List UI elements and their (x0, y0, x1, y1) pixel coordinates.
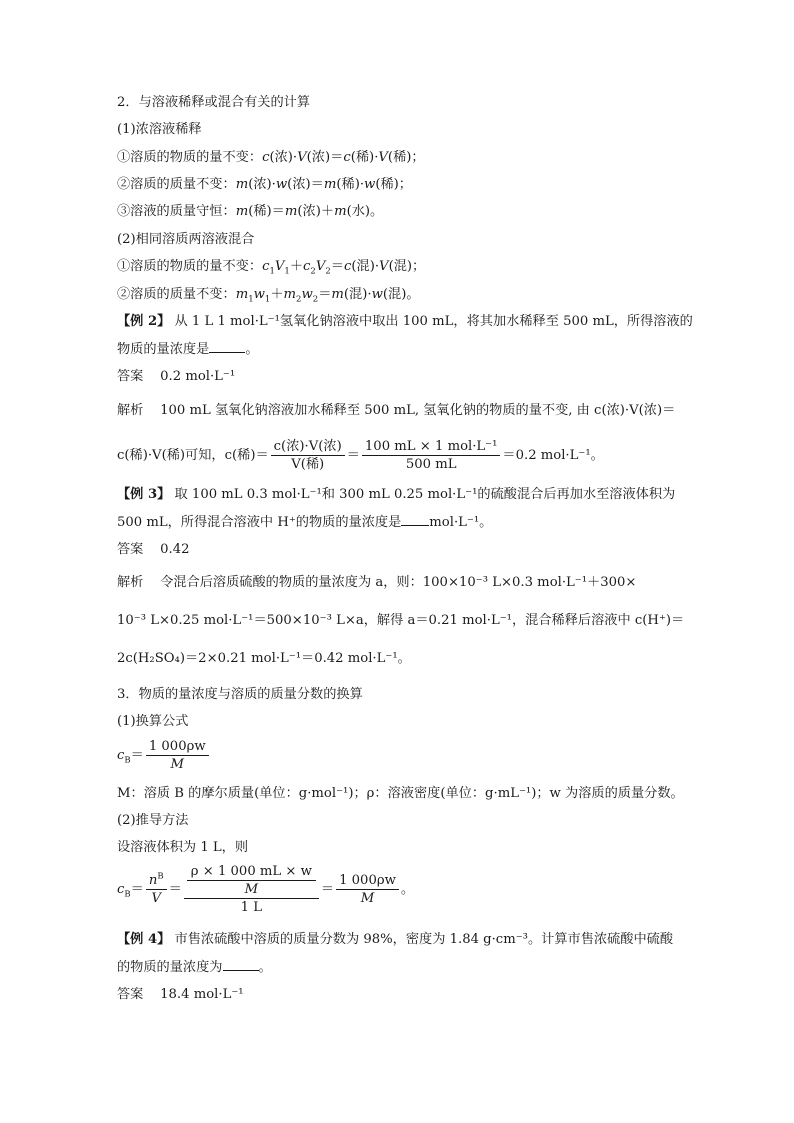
fraction: $\frac{1 000\rho w}{M}$ (146, 738, 209, 773)
rule-mass-solute-conserved: ②溶质的质量不变：m(浓)·w(浓)＝m(稀)·w(稀)； (117, 177, 412, 192)
example-question-cont: 的物质的量浓度为 。 (117, 960, 272, 975)
analysis-line: 2c(H₂SO₄)＝2×0.21 mol·L⁻¹＝0.42 mol·L⁻¹。 (117, 651, 411, 666)
example-question-cont: 物质的量浓度是 。 (117, 342, 259, 357)
rule-mix-mass: ②溶质的质量不变：$m_1w_1+m_2w_2=m$(混)·w(混)。 (117, 287, 420, 305)
example-tag: 【例 4】 (117, 932, 171, 947)
compound-fraction: $\frac{\frac{\rho \times 1 000 mL \times w}{M}}{1 L}$ (184, 863, 319, 916)
answer-blank (223, 958, 259, 971)
rule-mix-moles: ①溶质的物质的量不变：$c_1V_1+c_2V_2=c$(混)·V(混)； (117, 259, 426, 277)
answer-line: 答案 18.4 mol·L⁻¹ (117, 987, 244, 1002)
example-question: 【例 3】 取 100 mL 0.3 mol·L⁻¹和 300 mL 0.25 mol·L⁻¹的硫酸混合后再加水至溶液体积为 (117, 487, 676, 502)
subsection-title: (2)相同溶质两溶液混合 (117, 232, 255, 247)
section-heading: 3．物质的量浓度与溶质的质量分数的换算 (117, 687, 363, 702)
fraction: $\frac{n^B}{V}$ (146, 872, 167, 907)
subsection-title: (1)换算公式 (117, 714, 189, 729)
analysis-line: 解析 100 mL 氢氧化钠溶液加水稀释至 500 mL, 氢氧化钠的物质的量不变, 由 c(浓)·V(浓)＝ (117, 403, 676, 418)
answer-blank (401, 513, 429, 526)
example-tag: 【例 3】 (117, 487, 171, 502)
analysis-line: 10⁻³ L×0.25 mol·L⁻¹＝500×10⁻³ L×a，解得 a＝0.21 mol·L⁻¹，混合稀释后溶液中 c(H⁺)＝ (117, 613, 685, 628)
fraction: $\frac{1 000\rho w}{M}$ (336, 872, 399, 907)
example-question: 【例 2】 从 1 L 1 mol·L⁻¹氢氧化钠溶液中取出 100 mL，将其加水稀释至 500 mL，所得溶液的 (117, 314, 693, 329)
answer-blank (209, 340, 245, 353)
symbol-legend: M：溶质 B 的摩尔质量(单位：g·mol⁻¹)；ρ：溶液密度(单位：g·mL⁻¹)；w 为溶质的质量分数。 (117, 786, 684, 801)
conversion-formula: $c_B=$ $\frac{1 000\rho w}{M}$ (117, 737, 211, 775)
subsection-title: (2)推导方法 (117, 813, 189, 828)
rule-moles-conserved: ①溶质的物质的量不变：c(浓)·V(浓)＝c(稀)·V(稀)； (117, 150, 425, 165)
analysis-formula: c(稀)·V(稀)可知，c(稀)＝ $\frac{\text{c(浓)·V(浓)}}{\text{V(稀)}}$ ＝ $\frac{\text{100 mL × 1 mol·L⁻¹}}{500 mL}$ ＝0.2 mol·L⁻¹。 (117, 439, 604, 472)
fraction: $\frac{\text{100 mL × 1 mol·L⁻¹}}{500 mL}$ (362, 438, 501, 473)
answer-line: 答案 0.2 mol·L⁻¹ (117, 369, 236, 384)
example-question: 【例 4】 市售浓硫酸中溶质的质量分数为 98%，密度为 1.84 g·cm⁻³。计算市售浓硫酸中硫酸 (117, 932, 674, 947)
answer-line: 答案 0.42 (117, 542, 190, 557)
subsection-title: (1)浓溶液稀释 (117, 122, 202, 137)
fraction: $\frac{\text{c(浓)·V(浓)}}{\text{V(稀)}}$ (271, 438, 345, 473)
example-question-cont: 500 mL，所得混合溶液中 H⁺的物质的量浓度是 mol·L⁻¹。 (117, 515, 493, 530)
derivation-formula: $c_B=$ $\frac{n^B}{V}$ ＝ $\frac{\frac{\rho \times 1 000 mL \times w}{M}}{1 L}$ ＝ $\frac{1 000\rho w}{M}$ 。 (117, 864, 415, 915)
example-tag: 【例 2】 (117, 314, 171, 329)
section-heading: 2．与溶液稀释或混合有关的计算 (117, 95, 311, 110)
derivation-intro: 设溶液体积为 1 L，则 (117, 840, 249, 855)
analysis-line: 解析 令混合后溶质硫酸的物质的量浓度为 a，则：100×10⁻³ L×0.3 mol·L⁻¹＋300× (117, 575, 637, 590)
rule-solution-mass-conserved: ③溶液的质量守恒：m(稀)＝m(浓)＋m(水)。 (117, 204, 384, 219)
